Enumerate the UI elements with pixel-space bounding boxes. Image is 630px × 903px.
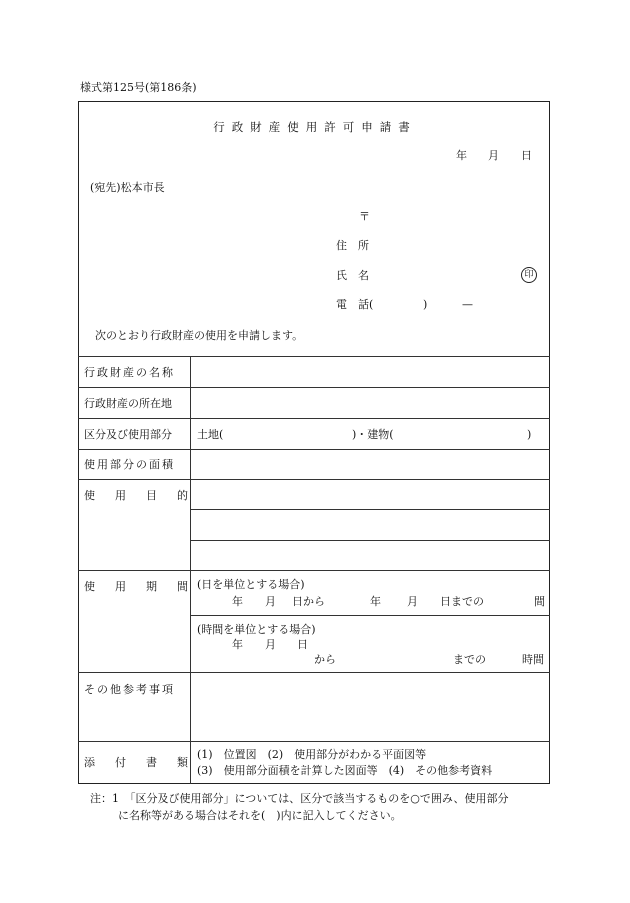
usage-area-label: 使用部分の面積 [84,458,175,471]
attachments-label: 添付書類 [84,756,208,769]
rule [78,418,550,419]
rule-purpose [190,509,550,510]
rule-top [78,356,550,357]
other-refs-label: その他参考事項 [84,683,175,696]
property-location-label: 行政財産の所在地 [84,397,172,410]
note-line-1: 注：1 「区分及び使用部分」については、区分で該当するものを○で囲み、使用部分 [90,792,509,805]
hourly-heading: (時間を単位とする場合) [197,623,316,636]
form-title: 行政財産使用許可申請書 [213,120,417,134]
usage-part-label: 区分及び使用部分 [84,428,172,441]
hourly-unit: 時間 [522,653,544,666]
rule [78,672,550,673]
land-field: 土地( [197,428,224,441]
date-month: 月 [488,149,499,162]
rule [78,570,550,571]
rule [78,449,550,450]
daily-from: 日から [292,595,325,608]
intro-text: 次のとおり行政財産の使用を申請します。 [95,329,304,342]
date-year: 年 [456,149,467,162]
daily-month-end: 月 [407,595,418,608]
address-label: 住 所 [336,239,369,252]
seal-mark: 印 [521,267,537,283]
hourly-month: 月 [265,638,276,651]
building-field: )・建物( [352,428,394,441]
rule [78,479,550,480]
phone-dash: — [462,298,473,311]
date-day: 日 [521,149,532,162]
rule-purpose [190,540,550,541]
hourly-from: から [314,653,336,666]
hourly-year: 年 [232,638,243,651]
form-number: 様式第125号(第186条) [80,81,197,94]
building-close: ) [527,428,532,441]
phone-label: 電 話( [336,298,374,311]
hourly-day: 日 [297,638,308,651]
purpose-label: 使用目的 [84,489,208,502]
application-form-frame [78,101,550,784]
rule-period [190,615,550,616]
rule [78,741,550,742]
property-name-label: 行政財産の名称 [84,366,175,379]
daily-year-end: 年 [370,595,381,608]
daily-unit: 間 [534,595,545,608]
attachments-line-1: (1) 位置図 (2) 使用部分がわかる平面図等 [197,748,427,761]
hourly-until: までの [453,653,486,666]
phone-close: ) [423,298,428,311]
daily-month: 月 [265,595,276,608]
daily-heading: (日を単位とする場合) [197,578,305,591]
addressee: (宛先)松本市長 [90,181,165,194]
postal-mark: 〒 [359,210,370,223]
daily-until: 日までの [440,595,484,608]
daily-year: 年 [232,595,243,608]
label-column-divider [190,356,191,784]
rule [78,387,550,388]
name-label: 氏 名 [336,269,369,282]
attachments-line-2: (3) 使用部分面積を計算した図面等 (4) その他参考資料 [197,764,493,777]
period-label: 使用期間 [84,580,208,593]
note-line-2: に名称等がある場合はそれを( )内に記入してください。 [118,809,402,822]
